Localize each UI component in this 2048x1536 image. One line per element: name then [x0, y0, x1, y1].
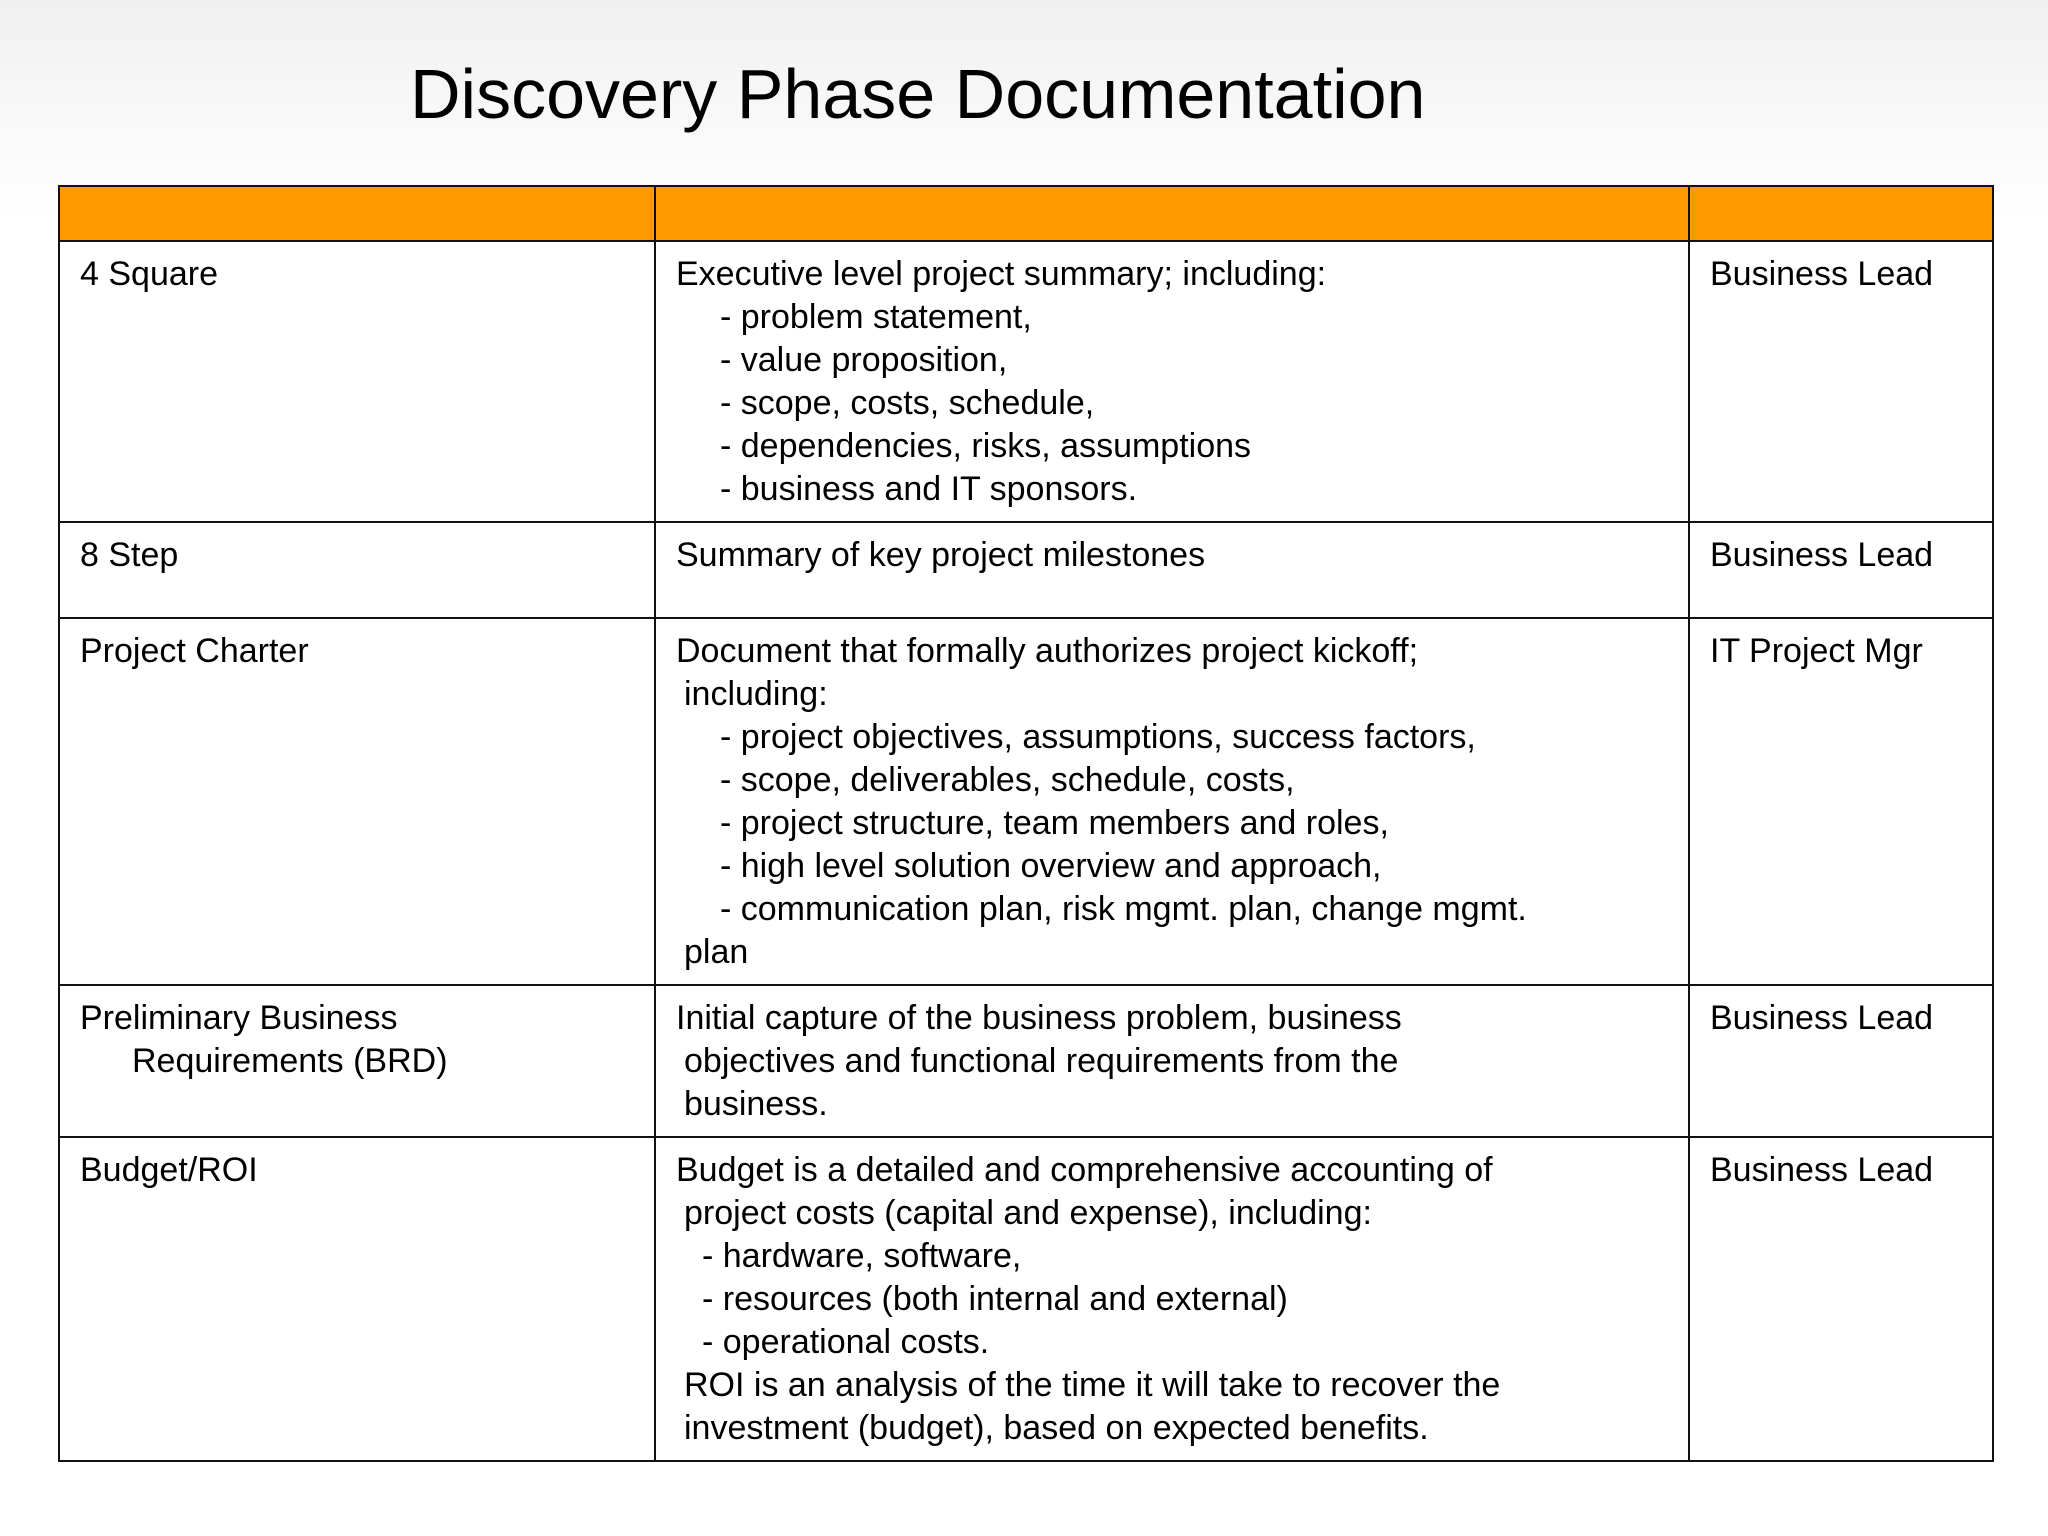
description-bullet: - hardware, software, — [702, 1237, 1022, 1275]
header-cell-owner — [1689, 186, 1993, 241]
description-bullet: - value proposition, — [720, 341, 1008, 379]
description-line: Initial capture of the business problem, business — [676, 999, 1402, 1037]
document-name-cell — [59, 618, 655, 985]
page-title: Discovery Phase Documentation — [410, 55, 1426, 133]
description-line: Budget is a detailed and comprehensive accounting of — [676, 1151, 1493, 1189]
table-header-band — [59, 186, 1993, 241]
description-cell — [655, 522, 1689, 618]
description-bullet: - scope, costs, schedule, — [720, 384, 1095, 422]
owner: Business Lead — [1710, 999, 1934, 1037]
document-name-continued: Requirements (BRD) — [132, 1042, 448, 1080]
owner: Business Lead — [1710, 255, 1934, 293]
document-name: Project Charter — [80, 632, 309, 670]
table-row — [59, 522, 1993, 618]
description-bullet: - high level solution overview and approach, — [720, 847, 1382, 885]
description-line: including: — [684, 675, 828, 713]
documentation-table — [58, 185, 1994, 1462]
description-line: project costs (capital and expense), including: — [684, 1194, 1372, 1232]
description-bullet: - problem statement, — [720, 298, 1032, 336]
description-cell — [655, 241, 1689, 522]
description-bullet: - operational costs. — [702, 1323, 990, 1361]
table-row — [59, 618, 1993, 985]
owner-cell — [1689, 241, 1993, 522]
description-line: Document that formally authorizes project kickoff; — [676, 632, 1419, 670]
owner: Business Lead — [1710, 536, 1934, 574]
owner: Business Lead — [1710, 1151, 1934, 1189]
document-name: 8 Step — [80, 536, 179, 574]
document-name: Preliminary Business — [80, 999, 398, 1037]
table-row — [59, 241, 1993, 522]
document-name-cell — [59, 985, 655, 1137]
description-line: Summary of key project milestones — [676, 536, 1206, 574]
document-name-cell — [59, 1137, 655, 1461]
document-name: 4 Square — [80, 255, 218, 293]
document-name-cell — [59, 522, 655, 618]
description-bullet: - communication plan, risk mgmt. plan, change mgmt. — [720, 890, 1527, 928]
owner-cell — [1689, 985, 1993, 1137]
owner-cell — [1689, 1137, 1993, 1461]
description-cell — [655, 618, 1689, 985]
description-line: plan — [684, 933, 749, 971]
table-row — [59, 1137, 1993, 1461]
description-bullet: - business and IT sponsors. — [720, 470, 1138, 508]
description-cell — [655, 985, 1689, 1137]
description-bullet: - project structure, team members and roles, — [720, 804, 1389, 842]
owner: IT Project Mgr — [1710, 632, 1923, 670]
description-bullet: - resources (both internal and external) — [702, 1280, 1288, 1318]
description-bullet: - scope, deliverables, schedule, costs, — [720, 761, 1295, 799]
owner-cell — [1689, 522, 1993, 618]
description-cell — [655, 1137, 1689, 1461]
description-bullet: - dependencies, risks, assumptions — [720, 427, 1252, 465]
document-name-cell — [59, 241, 655, 522]
document-name: Budget/ROI — [80, 1151, 258, 1189]
description-line: ROI is an analysis of the time it will take to recover the — [684, 1366, 1501, 1404]
description-line: objectives and functional requirements from the — [684, 1042, 1399, 1080]
description-line: business. — [684, 1085, 828, 1123]
description-line: Executive level project summary; including: — [676, 255, 1327, 293]
description-line: investment (budget), based on expected benefits. — [684, 1409, 1429, 1447]
owner-cell — [1689, 618, 1993, 985]
table-row — [59, 985, 1993, 1137]
description-bullet: - project objectives, assumptions, success factors, — [720, 718, 1476, 756]
header-cell-document — [59, 186, 655, 241]
header-cell-description — [655, 186, 1689, 241]
